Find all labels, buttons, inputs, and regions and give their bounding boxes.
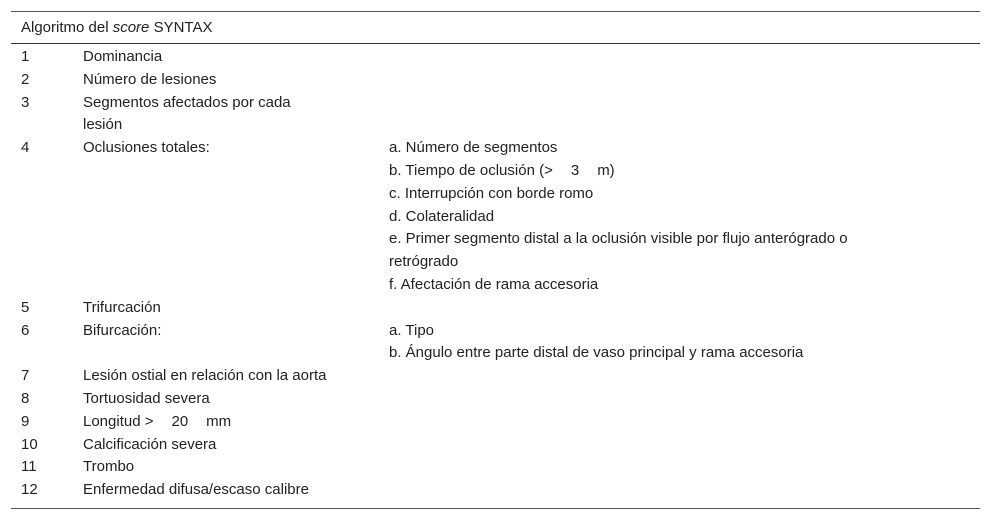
syntax-table bbox=[11, 11, 980, 509]
row-number: 10 bbox=[21, 435, 38, 453]
sub-item-occlusion-time bbox=[389, 160, 900, 183]
row-number: 7 bbox=[21, 367, 30, 385]
table-row bbox=[11, 137, 980, 297]
row-label: Segmentos afectados por cada lesión bbox=[83, 93, 291, 134]
occlusion-time-value: 3 bbox=[570, 161, 580, 179]
row-number: 11 bbox=[21, 458, 37, 476]
row-number: 6 bbox=[21, 321, 30, 339]
sub-item: c. Interrupción con borde romo bbox=[389, 184, 594, 202]
occlusion-time-unit: m) bbox=[597, 161, 615, 179]
row-label: Calcificación severa bbox=[83, 435, 217, 453]
table-row bbox=[11, 411, 980, 434]
row-label-length bbox=[83, 411, 389, 434]
table-row bbox=[11, 320, 980, 366]
length-value: 20 bbox=[171, 412, 189, 430]
table-row bbox=[11, 297, 980, 320]
table-row bbox=[11, 456, 980, 479]
row-subitems bbox=[389, 320, 980, 366]
row-label: Número de lesiones bbox=[83, 70, 217, 88]
row-label: Bifurcación: bbox=[83, 321, 162, 339]
length-label: Longitud > bbox=[83, 412, 154, 430]
sub-item: a. Tipo bbox=[389, 321, 435, 339]
table-row bbox=[11, 46, 980, 69]
table-caption bbox=[11, 12, 980, 44]
caption-prefix: Algoritmo del bbox=[21, 19, 113, 36]
row-number: 4 bbox=[21, 139, 30, 157]
row-number: 2 bbox=[21, 70, 30, 88]
row-label: Lesión ostial en relación con la aorta bbox=[83, 367, 327, 385]
table-body bbox=[11, 46, 980, 508]
occlusion-time-label: b. Tiempo de oclusión (> bbox=[389, 161, 553, 179]
row-number: 3 bbox=[21, 93, 30, 111]
table-row bbox=[11, 92, 980, 138]
table-row bbox=[11, 388, 980, 411]
row-label: Enfermedad difusa/escaso calibre bbox=[83, 481, 309, 499]
caption-suffix: SYNTAX bbox=[149, 19, 213, 36]
row-subitems bbox=[389, 137, 980, 297]
length-unit: mm bbox=[206, 412, 232, 430]
table-row bbox=[11, 479, 980, 502]
sub-item: f. Afectación de rama accesoria bbox=[389, 275, 599, 293]
sub-item: d. Colateralidad bbox=[389, 207, 495, 225]
caption-italic: score bbox=[112, 19, 150, 36]
row-label: Dominancia bbox=[83, 48, 163, 65]
row-label: Trombo bbox=[83, 458, 135, 476]
row-number: 12 bbox=[21, 481, 38, 499]
sub-item: e. Primer segmento distal a la oclusión visible por flujo anterógrado o retrógrado bbox=[389, 230, 848, 271]
row-label: Oclusiones totales: bbox=[83, 139, 210, 157]
row-number: 5 bbox=[21, 298, 30, 316]
row-number: 1 bbox=[21, 48, 30, 65]
table-row bbox=[11, 69, 980, 92]
row-label: Trifurcación bbox=[83, 298, 161, 316]
sub-item: a. Número de segmentos bbox=[389, 139, 558, 157]
sub-item: b. Ángulo entre parte distal de vaso principal y rama accesoria bbox=[389, 344, 804, 362]
table-row bbox=[11, 365, 980, 388]
row-label: Tortuosidad severa bbox=[83, 389, 210, 407]
row-number: 8 bbox=[21, 389, 30, 407]
table-row bbox=[11, 434, 980, 457]
row-number: 9 bbox=[21, 412, 30, 430]
